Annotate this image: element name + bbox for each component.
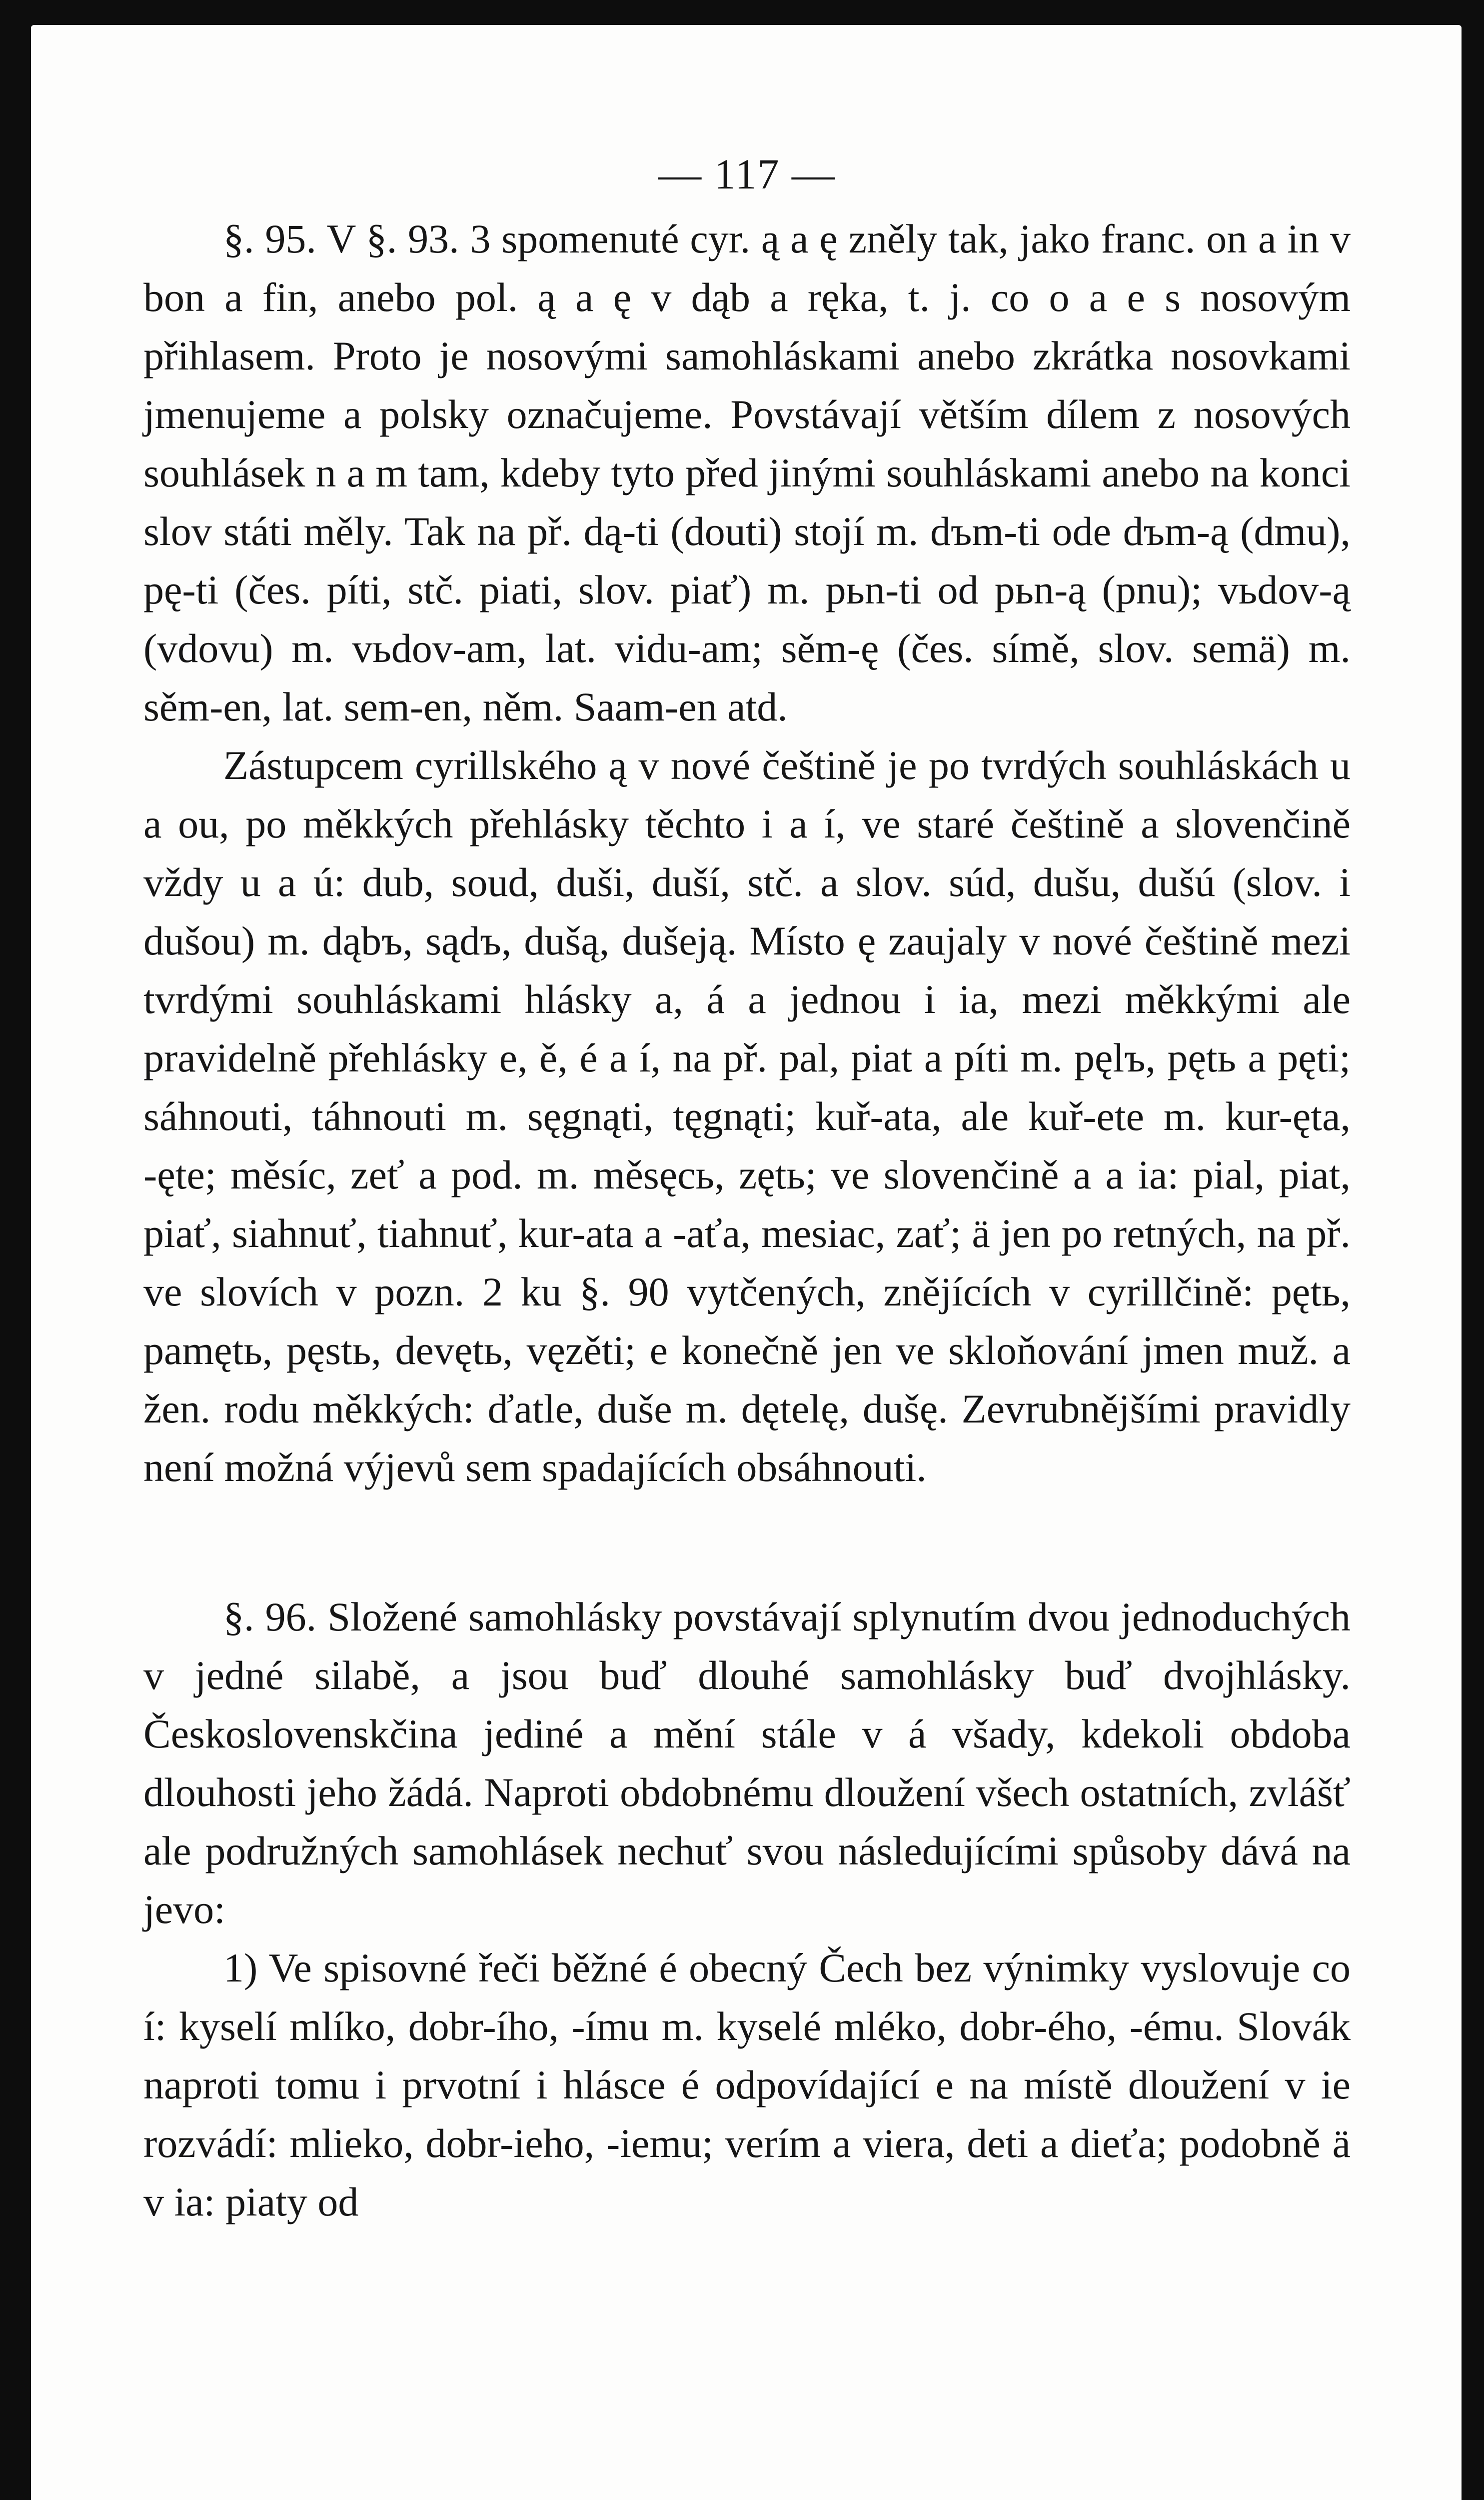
paragraph-section-96: §. 96. Složené samohlásky povstávají splynutím dvou jednoduchých v jedné silabě, a jsou buď dlouhé samohlásky buď dvojhlásky. Československčina jediné a mění stále v á všady, kdekoli obdoba dlouhosti jeho žádá. Naproti obdobnému dloužení všech ostatních, zvlášť ale podružných samohlásek nechuť svou následujícími spůsoby dává na jevo: [143,1594,1351,1932]
book-page [31,25,1462,2500]
page-number: — 117 — [658,150,836,198]
paragraph-section-95: §. 95. V §. 93. 3 spomenuté cyr. ą a ę zněly tak, jako franc. on a in v bon a fin, anebo pol. ą a ę v dąb a ręka, t. j. co o a e s nosovým přihlasem. Proto je nosovými samohláskami anebo zkrátka nosovkami jmenujeme a polsky označujeme. Povstávají větším dílem z nosových souhlásek n a m tam, kdeby tyto před jinými souhláskami anebo na konci slov státi měly. Tak na př. dą-ti (douti) stojí m. dъm-ti ode dъm-ą (dmu), pę-ti (čes. píti, stč. piati, slov. piať) m. pьn-ti od pьn-ą (pnu); vьdov-ą (vdovu) m. vьdov-am, lat. vidu-am; sěm-ę (čes. símě, slov. semä) m. sěm-en, lat. sem-en, něm. Saam-en atd. [143,216,1351,730]
paragraph-cyrillic-a: Zástupcem cyrillského ą v nové češtině je po tvrdých souhláskách u a ou, po měkkých přehlásky těchto i a í, ve staré češtině a slovenčině vždy u a ú: dub, soud, duši, duší, stč. a slov. súd, dušu, dušú (slov. i dušou) m. dąbъ, sądъ, dušą, dušeją. Místo ę zaujaly v nové češtině mezi tvrdými souhláskami hlásky a, á a jednou i ia, mezi měkkými ale pravidelně přehlásky e, ě, é a í, na př. pal, piat a píti m. pęlъ, pętь a pęti; sáhnouti, táhnouti m. sęgnąti, tęgnąti; kuř-ata, ale kuř-ete m. kur-ęta, -ęte; měsíc, zeť a pod. m. měsęcь, zętь; ve slovenčině a a ia: pial, piat, piať, siahnuť, tiahnuť, kur-ata a -aťa, mesiac, zať; ä jen po retných, na př. ve slovích v pozn. 2 ku §. 90 vytčených, znějících v cyrillčině: pętь, pamętь, pęstь, devętь, vęzěti; e konečně jen ve skloňování jmen muž. a žen. rodu měkkých: ďatle, duše m. dętelę, dušę. Zevrubnějšími pravidly není možná výjevů sem spadajících obsáhnouti. [143,742,1351,1490]
paragraph-rule-1: 1) Ve spisovné řeči běžné é obecný Čech bez výnimky vyslovuje co í: kyselí mlíko, dobr-ího, -ímu m. kyselé mléko, dobr-ého, -ému. Slovák naproti tomu i prvotní i hlásce é odpovídající e na místě dloužení v ie rozvádí: mlieko, dobr-ieho, -iemu; verím a viera, deti a dieťa; podobně ä v ia: piaty od [143,1945,1351,2224]
page-text [143,145,1351,2231]
